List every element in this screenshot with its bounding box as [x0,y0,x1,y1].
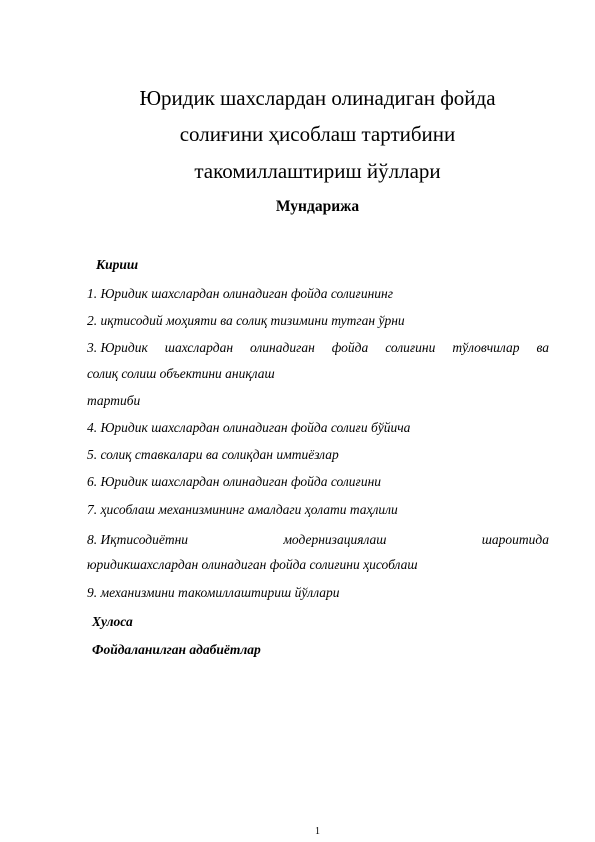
toc-item-3-word: олинадиган [250,340,315,355]
toc-item-3-word: фойда [331,340,369,355]
toc-item-3-word: ва [536,340,549,355]
toc-item-3-word: 3. Юридик [87,340,148,355]
toc-item-7: 7. ҳисоблаш механизмининг амалдаги ҳолати таҳлили [87,502,398,517]
toc-item-8-word: модернизациялаш [283,532,387,547]
toc-item-8 [87,532,549,548]
document-title-line-2: солиғини ҳисоблаш тартибини [179,122,456,146]
toc-item-6: 6. Юридик шахслардан олинадиган фойда солиғини [87,474,382,489]
toc-item-3 [87,340,549,356]
toc-conclusion: Хулоса [92,614,133,629]
toc-item-4: 4. Юридик шахслардан олинадиган фойда солиғи бўйича [87,420,411,435]
toc-item-2: 2. иқтисодий моҳияти ва солиқ тизимини тутган ўрни [87,313,405,328]
toc-item-3-continuation-2: тартиби [87,393,141,408]
toc-item-5: 5. солиқ ставкалари ва солиқдан имтиёзлар [87,447,339,462]
toc-intro: Кириш [96,257,139,272]
toc-item-3-word: тўловчилар [452,340,520,355]
page-number: 1 [315,826,320,837]
toc-item-9: 9. механизмини такомиллаштириш йўллари [87,585,340,600]
toc-item-3-continuation: солиқ солиш объектини аниқлаш [87,366,275,381]
toc-item-3-word: шахслардан [164,340,234,355]
document-title-line-1: Юридик шахслардан олинадиган фойда [139,86,496,110]
toc-item-1: 1. Юридик шахслардан олинадиган фойда солиғининг [87,286,393,301]
toc-item-8-word: 8. Иқтисодиётни [87,532,189,547]
toc-heading: Мундарижа [275,198,360,215]
toc-references: Фойдаланилган адабиётлар [92,642,261,657]
toc-item-8-word: шароитида [481,532,549,547]
toc-item-8-continuation: юридикшахслардан олинадиган фойда солиғини ҳисоблаш [87,557,418,572]
toc-item-3-word: солиғини [385,340,436,355]
document-title-line-3: такомиллаштириш йўллари [194,159,441,183]
